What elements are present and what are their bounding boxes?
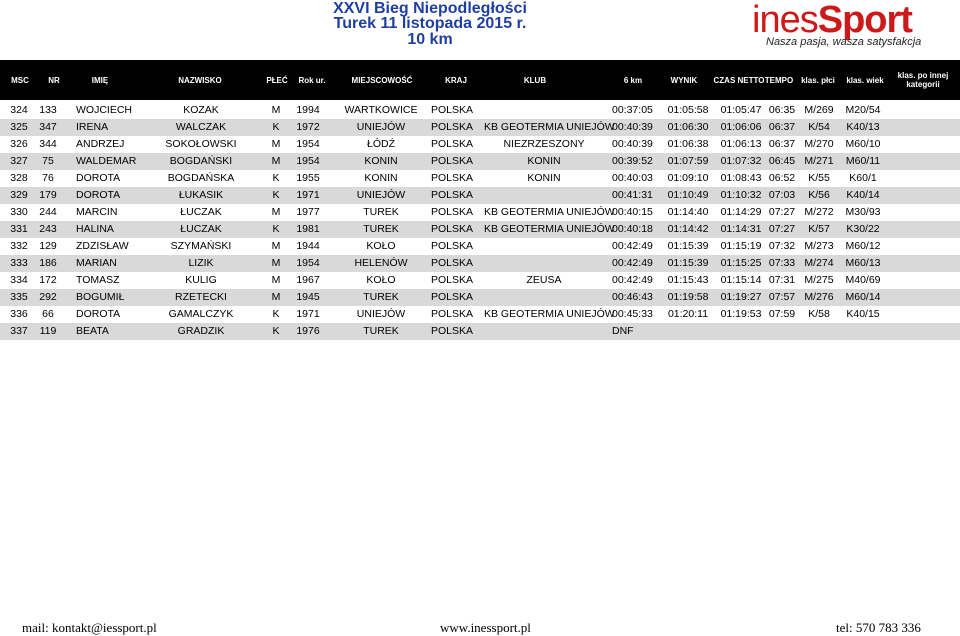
cell-result: 01:15:39 [667, 240, 709, 252]
table-row [0, 153, 960, 170]
cell-net-time [714, 323, 768, 340]
cell-result: 01:14:42 [667, 223, 709, 235]
cell-birth-year: 1955 [296, 172, 320, 184]
cell-nr: 243 [39, 223, 57, 235]
cell-msc: 327 [10, 155, 28, 167]
cell-birth-year: 1954 [296, 257, 320, 269]
cell-net-time: 01:14:31 [720, 223, 762, 235]
cell-gender-rank: M/276 [804, 291, 834, 303]
results-table-body [0, 102, 960, 340]
cell-gender: K [272, 223, 280, 235]
cell-gender: M [271, 240, 281, 252]
cell-last-name: RZETECKI [175, 291, 227, 303]
cell-country: POLSKA [431, 274, 474, 286]
cell-birth-year: 1954 [296, 155, 320, 167]
cell-city: KOŁO [366, 240, 396, 252]
cell-gender-rank: K/58 [808, 308, 830, 320]
cell-pace: 07:33 [768, 257, 796, 269]
cell-city: TUREK [363, 223, 399, 235]
cell-msc: 328 [10, 172, 28, 184]
cell-net-time: 01:19:53 [720, 308, 762, 320]
cell-msc: 333 [10, 257, 28, 269]
cell-last-name: WALCZAK [175, 121, 227, 133]
cell-country: POLSKA [431, 172, 474, 184]
cell-first-name: ANDRZEJ [76, 138, 125, 150]
cell-gender: K [272, 172, 280, 184]
cell-city: WARTKOWICE [344, 104, 418, 116]
cell-net-time: 01:19:27 [720, 291, 762, 303]
cell-country: POLSKA [431, 104, 474, 116]
cell-nr: 186 [39, 257, 57, 269]
column-header: KRAJ [445, 75, 467, 85]
cell-first-name: DOROTA [76, 189, 121, 201]
logo-sport: Sport [817, 0, 912, 41]
cell-last-name: BOGDAŃSKI [169, 155, 233, 167]
cell-club: ZEUSA [526, 274, 562, 286]
column-header: klas. wiek [846, 75, 884, 85]
cell-age-rank: K60/1 [849, 172, 877, 184]
cell-nr: 347 [39, 121, 57, 133]
cell-split-6km: 00:42:49 [612, 274, 653, 286]
results-table-header [0, 60, 960, 100]
cell-club: NIEZRZESZONY [503, 138, 585, 150]
cell-birth-year: 1971 [296, 308, 320, 320]
cell-net-time: 01:06:06 [720, 121, 762, 133]
cell-club [484, 323, 604, 340]
cell-country: POLSKA [431, 308, 474, 320]
table-row [0, 170, 960, 187]
cell-gender: K [272, 325, 280, 337]
cell-split-6km: 00:40:03 [612, 172, 653, 184]
cell-age-rank: M60/11 [845, 155, 881, 167]
column-header: Rok ur. [298, 75, 326, 85]
table-row [0, 204, 960, 221]
cell-pace: 07:31 [768, 274, 796, 286]
cell-pace: 07:03 [768, 189, 796, 201]
cell-pace: 07:32 [768, 240, 796, 252]
cell-net-time: 01:14:29 [720, 206, 762, 218]
column-header: 6 km [623, 75, 643, 85]
column-header: MSC [11, 75, 29, 85]
cell-city: UNIEJÓW [356, 189, 406, 201]
cell-age-rank: K30/22 [846, 223, 880, 235]
cell-gender-rank: M/272 [804, 206, 834, 218]
cell-pace: 06:37 [768, 138, 796, 150]
cell-city: TUREK [363, 206, 399, 218]
cell-split-6km: 00:41:31 [612, 189, 653, 201]
cell-pace: 06:52 [768, 172, 796, 184]
cell-last-name: ŁUKASIK [178, 189, 224, 201]
cell-first-name: WOJCIECH [76, 104, 132, 116]
cell-city: TUREK [363, 325, 399, 337]
cell-age-rank: M60/12 [845, 240, 881, 252]
cell-last-name: GAMALCZYK [168, 308, 234, 320]
cell-first-name: DOROTA [76, 172, 121, 184]
cell-last-name: GRADZIK [177, 325, 225, 337]
cell-first-name: TOMASZ [76, 274, 120, 286]
cell-pace: 06:35 [768, 104, 796, 116]
cell-result [662, 323, 714, 340]
cell-nr: 75 [42, 155, 54, 167]
cell-first-name: ZDZISŁAW [76, 240, 129, 252]
cell-pace: 07:27 [768, 223, 796, 235]
cell-city: TUREK [363, 291, 399, 303]
cell-first-name: HALINA [76, 223, 114, 235]
cell-club: KB GEOTERMIA UNIEJÓW [484, 223, 615, 235]
cell-last-name: BOGDAŃSKA [167, 172, 235, 184]
cell-country: POLSKA [431, 206, 474, 218]
cell-gender: M [271, 274, 281, 286]
cell-city: HELENÓW [354, 257, 408, 269]
cell-last-name: ŁUCZAK [180, 206, 222, 218]
table-row [0, 255, 960, 272]
cell-result: 01:05:58 [667, 104, 709, 116]
cell-first-name: WALDEMAR [76, 155, 137, 167]
cell-last-name: KOZAK [183, 104, 219, 116]
cell-msc: 332 [10, 240, 28, 252]
cell-gender: K [272, 308, 280, 320]
cell-nr: 344 [39, 138, 57, 150]
cell-nr: 66 [42, 308, 54, 320]
cell-last-name: SOKOŁOWSKI [165, 138, 237, 150]
cell-split-6km: 00:40:18 [612, 223, 653, 235]
cell-nr: 129 [39, 240, 57, 252]
cell-last-name: KULIG [185, 274, 217, 286]
cell-split-6km: 00:40:39 [612, 121, 653, 133]
cell-result: 01:20:11 [667, 308, 709, 320]
title-line-1: XXVI Bieg Niepodległości [333, 0, 527, 17]
title-line-2: Turek 11 listopada 2015 r. [333, 15, 527, 32]
cell-result: 01:15:43 [667, 274, 709, 286]
cell-age-rank: M60/14 [845, 291, 881, 303]
cell-net-time: 01:05:47 [720, 104, 762, 116]
column-header: klas. płci [801, 75, 835, 85]
cell-gender-rank: M/273 [804, 240, 834, 252]
column-header: klas. po innej kategorii [897, 71, 949, 89]
cell-msc: 324 [10, 104, 28, 116]
cell-last-name: SZYMAŃSKI [170, 240, 232, 252]
cell-gender: K [272, 121, 280, 133]
cell-club: KONIN [527, 155, 561, 167]
cell-net-time: 01:08:43 [720, 172, 762, 184]
cell-result: 01:06:38 [667, 138, 709, 150]
cell-gender-rank: K/55 [808, 172, 830, 184]
table-row [0, 187, 960, 204]
cell-nr: 292 [39, 291, 57, 303]
cell-last-name: LIZIK [188, 257, 214, 269]
cell-city: UNIEJÓW [356, 308, 406, 320]
cell-birth-year: 1981 [296, 223, 320, 235]
cell-gender-rank: K/57 [808, 223, 830, 235]
cell-last-name: ŁUCZAK [180, 223, 222, 235]
cell-birth-year: 1945 [296, 291, 320, 303]
cell-club [484, 255, 604, 272]
cell-club [484, 289, 604, 306]
cell-nr: 119 [39, 325, 57, 337]
cell-country: POLSKA [431, 257, 474, 269]
cell-club: KONIN [527, 172, 561, 184]
cell-first-name: BEATA [76, 325, 109, 337]
cell-birth-year: 1994 [296, 104, 320, 116]
cell-first-name: MARIAN [76, 257, 117, 269]
cell-gender: M [271, 104, 281, 116]
cell-gender: M [271, 138, 281, 150]
cell-nr: 133 [39, 104, 57, 116]
table-row [0, 136, 960, 153]
cell-city: ŁÓDŹ [366, 138, 395, 150]
cell-gender: M [271, 291, 281, 303]
footer-phone: tel: 570 783 336 [836, 620, 921, 635]
cell-result: 01:06:30 [667, 121, 709, 133]
logo-tagline: Nasza pasja, wasza satysfakcja [766, 36, 922, 48]
cell-pace: 06:37 [768, 121, 796, 133]
cell-country: POLSKA [431, 189, 474, 201]
cell-gender-rank [800, 323, 838, 340]
cell-gender-rank: M/271 [804, 155, 834, 167]
cell-msc: 331 [10, 223, 28, 235]
cell-msc: 336 [10, 308, 28, 320]
cell-age-rank: M40/69 [845, 274, 881, 286]
cell-country: POLSKA [431, 223, 474, 235]
cell-birth-year: 1967 [296, 274, 320, 286]
cell-split-6km: 00:40:15 [612, 206, 653, 218]
cell-nr: 179 [39, 189, 57, 201]
cell-club [484, 187, 604, 204]
footer-email: mail: kontakt@iessport.pl [22, 620, 157, 635]
cell-net-time: 01:15:25 [720, 257, 762, 269]
cell-split-6km: 00:37:05 [612, 104, 653, 116]
cell-age-rank: K40/14 [846, 189, 880, 201]
cell-city: KOŁO [366, 274, 396, 286]
title-line-3: 10 km [407, 31, 453, 48]
cell-net-time: 01:06:13 [720, 138, 762, 150]
cell-msc: 335 [10, 291, 28, 303]
cell-country: POLSKA [431, 138, 474, 150]
cell-birth-year: 1976 [296, 325, 320, 337]
cell-split-6km: 00:42:49 [612, 257, 653, 269]
cell-country: POLSKA [431, 325, 474, 337]
cell-net-time: 01:15:19 [720, 240, 762, 252]
cell-age-rank [840, 323, 886, 340]
cell-gender: M [271, 155, 281, 167]
cell-birth-year: 1954 [296, 138, 320, 150]
cell-birth-year: 1977 [296, 206, 320, 218]
cell-pace: 06:45 [768, 155, 796, 167]
table-row [0, 272, 960, 289]
column-header: WYNIK [670, 75, 698, 85]
cell-first-name: BOGUMIŁ [76, 291, 125, 303]
table-row [0, 238, 960, 255]
logo-ines: ines [752, 0, 818, 41]
cell-msc: 326 [10, 138, 28, 150]
cell-result: 01:10:49 [667, 189, 709, 201]
cell-club: KB GEOTERMIA UNIEJÓW [484, 206, 615, 218]
column-header: NAZWISKO [178, 75, 222, 85]
table-row [0, 102, 960, 119]
column-header: MIEJSCOWOŚĆ [351, 75, 413, 85]
cell-msc: 325 [10, 121, 28, 133]
cell-country: POLSKA [431, 155, 474, 167]
cell-birth-year: 1971 [296, 189, 320, 201]
cell-gender: K [272, 189, 280, 201]
column-header: TEMPO [764, 75, 794, 85]
table-row [0, 119, 960, 136]
cell-first-name: MARCIN [76, 206, 118, 218]
cell-msc: 330 [10, 206, 28, 218]
cell-first-name: DOROTA [76, 308, 121, 320]
cell-nr: 76 [42, 172, 54, 184]
cell-split-6km: 00:46:43 [612, 291, 653, 303]
cell-pace [766, 323, 798, 340]
cell-country: POLSKA [431, 121, 474, 133]
cell-birth-year: 1972 [296, 121, 320, 133]
cell-msc: 334 [10, 274, 28, 286]
column-header: IMIĘ [91, 75, 109, 85]
cell-msc: 337 [10, 325, 28, 337]
cell-gender-rank: M/274 [804, 257, 834, 269]
column-header: KLUB [523, 75, 547, 85]
cell-city: UNIEJÓW [356, 121, 406, 133]
cell-club [484, 102, 604, 119]
cell-country: POLSKA [431, 291, 474, 303]
cell-age-rank: M20/54 [845, 104, 881, 116]
cell-gender-rank: M/269 [804, 104, 834, 116]
cell-pace: 07:57 [768, 291, 796, 303]
cell-nr: 172 [39, 274, 57, 286]
cell-pace: 07:27 [768, 206, 796, 218]
column-header: NR [48, 75, 60, 85]
cell-gender-rank: K/54 [808, 121, 830, 133]
cell-age-rank: K40/15 [846, 308, 880, 320]
cell-age-rank: K40/13 [846, 121, 880, 133]
cell-city: KONIN [364, 155, 398, 167]
cell-nr: 244 [39, 206, 57, 218]
cell-first-name: IRENA [76, 121, 109, 133]
cell-split-6km: 00:45:33 [612, 308, 653, 320]
footer-website: www.inessport.pl [440, 620, 531, 635]
cell-pace: 07:59 [768, 308, 796, 320]
cell-net-time: 01:15:14 [720, 274, 762, 286]
cell-gender-rank: K/56 [808, 189, 830, 201]
cell-split-6km: 00:42:49 [612, 240, 653, 252]
cell-net-time: 01:10:32 [720, 189, 762, 201]
table-row [0, 323, 960, 340]
cell-split-6km: 00:40:39 [612, 138, 653, 150]
table-row [0, 289, 960, 306]
cell-city: KONIN [364, 172, 398, 184]
cell-result: 01:14:40 [667, 206, 709, 218]
cell-club: KB GEOTERMIA UNIEJÓW [484, 308, 615, 320]
cell-country: POLSKA [431, 240, 474, 252]
cell-result: 01:09:10 [667, 172, 709, 184]
cell-result: 01:07:59 [667, 155, 709, 167]
cell-gender-rank: M/275 [804, 274, 834, 286]
cell-birth-year: 1944 [296, 240, 320, 252]
table-row [0, 221, 960, 238]
cell-gender: M [271, 257, 281, 269]
column-header: PŁEĆ [266, 75, 288, 85]
cell-result: 01:15:39 [667, 257, 709, 269]
cell-gender-rank: M/270 [804, 138, 834, 150]
cell-age-rank: M30/93 [845, 206, 881, 218]
cell-net-time: 01:07:32 [720, 155, 762, 167]
table-row [0, 306, 960, 323]
cell-gender: M [271, 206, 281, 218]
cell-split-6km: DNF [612, 325, 634, 337]
column-header: CZAS NETTO [713, 75, 765, 85]
cell-result: 01:19:58 [667, 291, 709, 303]
cell-age-rank: M60/10 [845, 138, 881, 150]
cell-age-rank: M60/13 [845, 257, 881, 269]
cell-split-6km: 00:39:52 [612, 155, 653, 167]
cell-club: KB GEOTERMIA UNIEJÓW [484, 121, 615, 133]
inessport-logo [752, 0, 922, 52]
cell-club [484, 238, 604, 255]
cell-msc: 329 [10, 189, 28, 201]
